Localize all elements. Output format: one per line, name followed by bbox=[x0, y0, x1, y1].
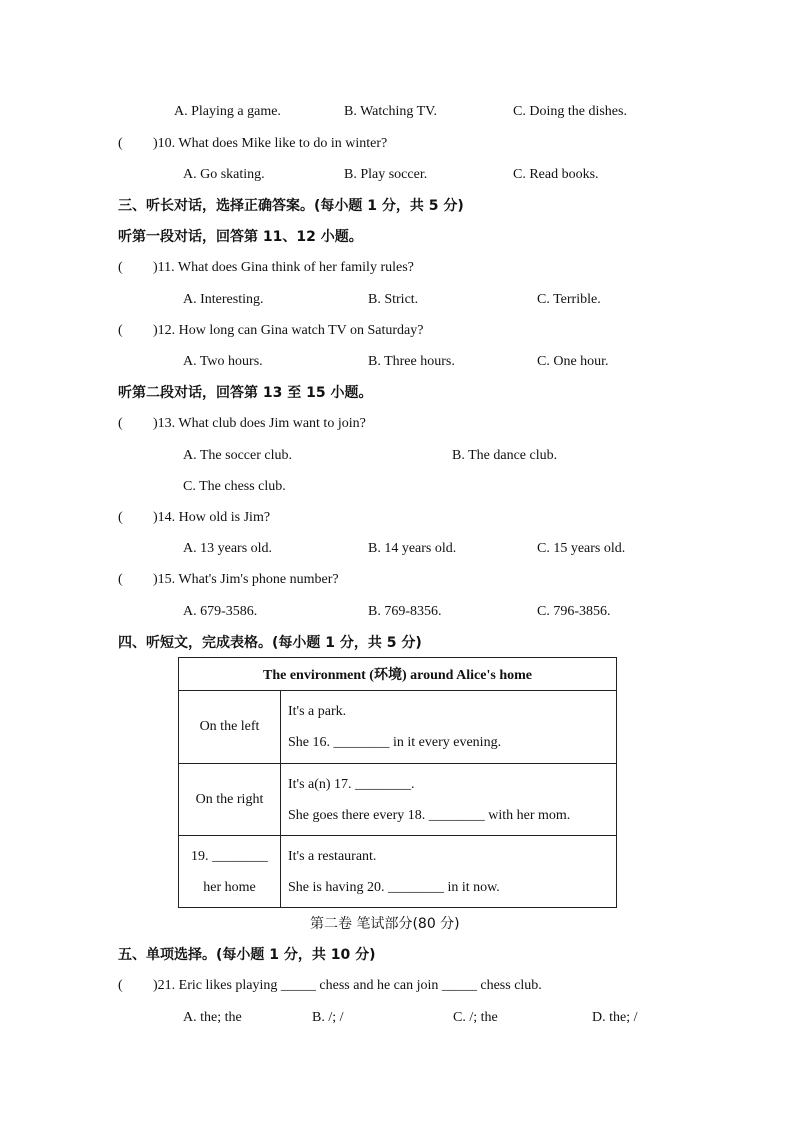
q21-question: )21. Eric likes playing _____ chess and he can join _____ chess club. bbox=[153, 978, 542, 993]
section3-heading: 三、听长对话，选择正确答案。(每小题 1 分，共 5 分) bbox=[118, 198, 464, 214]
table-row bbox=[179, 764, 617, 836]
q12-paren: ( bbox=[118, 323, 123, 338]
q13-question: )13. What club does Jim want to join? bbox=[153, 416, 366, 431]
q12-option-b: B. Three hours. bbox=[368, 354, 455, 369]
q15-option-c: C. 796-3856. bbox=[537, 604, 611, 619]
dialog2-instruction: 听第二段对话，回答第 13 至 15 小题。 bbox=[118, 385, 373, 401]
q15-paren: ( bbox=[118, 572, 123, 587]
q14-option-c: C. 15 years old. bbox=[537, 541, 626, 556]
q14-option-b: B. 14 years old. bbox=[368, 541, 457, 556]
row-line: It's a park. bbox=[288, 704, 347, 719]
row-line: She is having 20. ________ in it now. bbox=[288, 879, 500, 895]
q9-option-c: C. Doing the dishes. bbox=[513, 104, 627, 119]
q10-option-b: B. Play soccer. bbox=[344, 167, 428, 182]
row-line: She goes there every 18. ________ with her mom. bbox=[288, 807, 571, 823]
row-content-restaurant bbox=[281, 836, 617, 908]
row-line: It's a(n) 17. ________. bbox=[288, 776, 415, 792]
q12-option-c: C. One hour. bbox=[537, 354, 609, 369]
section5-heading: 五、单项选择。(每小题 1 分，共 10 分) bbox=[118, 947, 376, 963]
q21-option-a: A. the; the bbox=[183, 1010, 242, 1025]
row-line: It's a restaurant. bbox=[288, 848, 377, 864]
q9-option-a: A. Playing a game. bbox=[174, 104, 281, 119]
row-label-text: 19. ________ bbox=[191, 848, 268, 864]
row-label-text: her home bbox=[203, 879, 256, 895]
q15-question: )15. What's Jim's phone number? bbox=[153, 572, 339, 587]
q21-option-b: B. /; / bbox=[312, 1010, 344, 1025]
table-header-row bbox=[179, 658, 617, 691]
q11-paren: ( bbox=[118, 260, 123, 275]
q10-question: )10. What does Mike like to do in winter? bbox=[153, 136, 388, 151]
q21-option-d: D. the; / bbox=[592, 1010, 638, 1025]
table-row bbox=[179, 691, 617, 764]
q12-question: )12. How long can Gina watch TV on Saturday? bbox=[153, 323, 424, 338]
q15-option-a: A. 679-3586. bbox=[183, 604, 258, 619]
row-label-19 bbox=[179, 836, 281, 908]
q11-option-a: A. Interesting. bbox=[183, 292, 264, 307]
q14-option-a: A. 13 years old. bbox=[183, 541, 273, 556]
row-label-text: On the right bbox=[195, 791, 264, 807]
q14-paren: ( bbox=[118, 510, 123, 525]
q13-option-b: B. The dance club. bbox=[452, 448, 558, 463]
section4-heading: 四、听短文，完成表格。(每小题 1 分，共 5 分) bbox=[118, 635, 422, 651]
environment-table bbox=[178, 657, 617, 908]
q11-question: )11. What does Gina think of her family rules? bbox=[153, 260, 414, 275]
q13-option-c: C. The chess club. bbox=[183, 479, 286, 494]
row-content-right bbox=[281, 764, 617, 836]
q13-paren: ( bbox=[118, 416, 123, 431]
dialog1-instruction: 听第一段对话，回答第 11、12 小题。 bbox=[118, 229, 363, 245]
q11-option-b: B. Strict. bbox=[368, 292, 419, 307]
q11-option-c: C. Terrible. bbox=[537, 292, 601, 307]
q10-option-a: A. Go skating. bbox=[183, 167, 265, 182]
part2-title: 第二卷 笔试部分(80 分) bbox=[310, 916, 460, 932]
row-content-left bbox=[281, 691, 617, 764]
row-label-left bbox=[179, 691, 281, 764]
row-label-right bbox=[179, 764, 281, 836]
q15-option-b: B. 769-8356. bbox=[368, 604, 442, 619]
q10-paren: ( bbox=[118, 136, 123, 151]
row-line: She 16. ________ in it every evening. bbox=[288, 735, 502, 750]
q21-option-c: C. /; the bbox=[453, 1010, 498, 1025]
row-label-text: On the left bbox=[199, 719, 260, 734]
q21-paren: ( bbox=[118, 978, 123, 993]
q10-option-c: C. Read books. bbox=[513, 167, 599, 182]
table-row bbox=[179, 836, 617, 908]
q12-option-a: A. Two hours. bbox=[183, 354, 263, 369]
q14-question: )14. How old is Jim? bbox=[153, 510, 271, 525]
q13-option-a: A. The soccer club. bbox=[183, 448, 292, 463]
q9-option-b: B. Watching TV. bbox=[344, 104, 437, 119]
table-title: The environment (环境) around Alice's home bbox=[179, 658, 617, 691]
